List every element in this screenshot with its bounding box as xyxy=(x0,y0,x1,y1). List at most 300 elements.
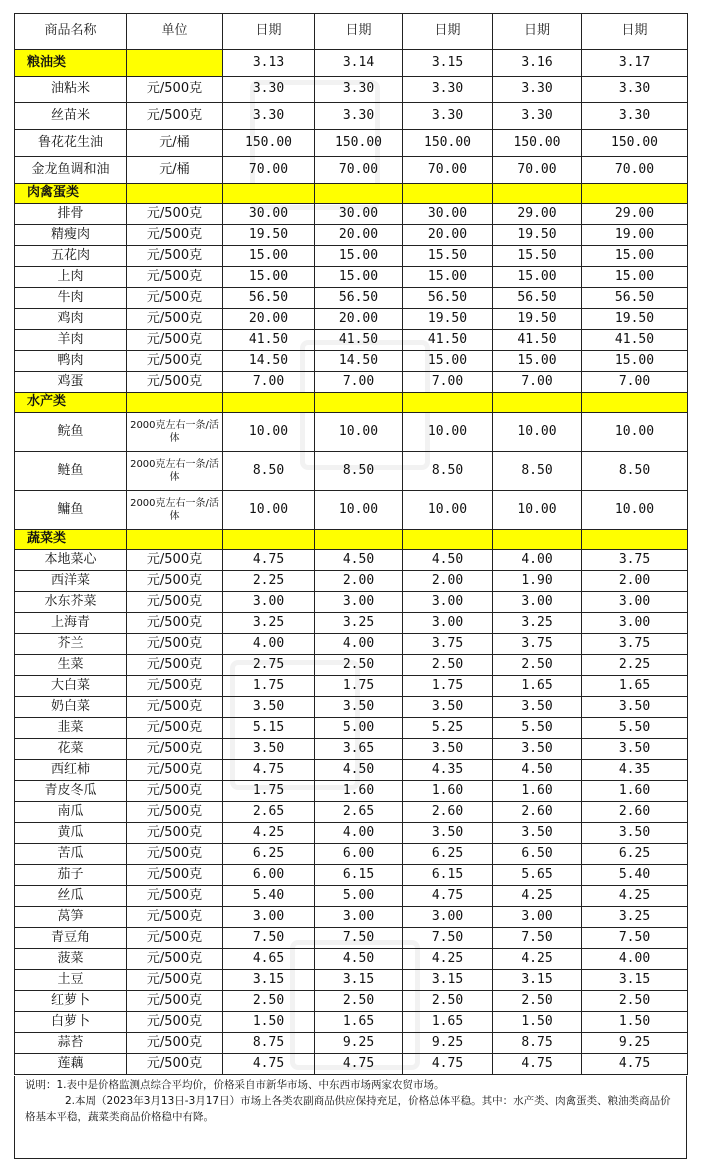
item-name: 芥兰 xyxy=(15,634,127,655)
item-row xyxy=(15,655,688,676)
price-cell: 20.00 xyxy=(223,309,315,330)
price-cell: 10.00 xyxy=(223,491,315,530)
price-cell: 3.30 xyxy=(403,103,493,130)
price-cell: 15.00 xyxy=(315,267,403,288)
item-name: 红萝卜 xyxy=(15,991,127,1012)
price-cell: 7.00 xyxy=(493,372,582,393)
category-blank-cell xyxy=(493,184,582,204)
item-row xyxy=(15,907,688,928)
item-name: 苦瓜 xyxy=(15,844,127,865)
item-unit: 元/500克 xyxy=(127,634,223,655)
price-cell: 4.00 xyxy=(493,550,582,571)
price-cell: 15.00 xyxy=(493,267,582,288)
item-name: 鸭肉 xyxy=(15,351,127,372)
category-blank-cell xyxy=(493,393,582,413)
item-row xyxy=(15,928,688,949)
price-cell: 3.75 xyxy=(582,550,688,571)
price-cell: 4.00 xyxy=(315,634,403,655)
price-cell: 1.75 xyxy=(223,676,315,697)
price-cell: 2.50 xyxy=(315,655,403,676)
price-cell: 2.50 xyxy=(403,991,493,1012)
price-cell: 2.65 xyxy=(315,802,403,823)
price-cell: 150.00 xyxy=(493,130,582,157)
item-name: 羊肉 xyxy=(15,330,127,351)
price-cell: 3.50 xyxy=(493,697,582,718)
item-name: 水东芥菜 xyxy=(15,592,127,613)
item-name: 牛肉 xyxy=(15,288,127,309)
price-cell: 4.75 xyxy=(582,1054,688,1075)
item-name: 西洋菜 xyxy=(15,571,127,592)
price-cell: 8.50 xyxy=(582,452,688,491)
price-cell: 3.15 xyxy=(315,970,403,991)
price-cell: 10.00 xyxy=(582,413,688,452)
price-cell: 70.00 xyxy=(493,157,582,184)
item-unit: 元/500克 xyxy=(127,844,223,865)
item-row xyxy=(15,571,688,592)
item-row xyxy=(15,949,688,970)
category-blank-cell xyxy=(127,50,223,77)
date-cell: 3.16 xyxy=(493,50,582,77)
item-unit: 元/500克 xyxy=(127,267,223,288)
item-name: 西红柿 xyxy=(15,760,127,781)
price-cell: 3.15 xyxy=(403,970,493,991)
price-cell: 1.60 xyxy=(493,781,582,802)
price-cell: 6.00 xyxy=(315,844,403,865)
price-cell: 4.25 xyxy=(493,886,582,907)
item-name: 上肉 xyxy=(15,267,127,288)
price-cell: 4.35 xyxy=(582,760,688,781)
price-cell: 3.00 xyxy=(223,592,315,613)
price-cell: 3.00 xyxy=(315,907,403,928)
price-cell: 56.50 xyxy=(315,288,403,309)
price-cell: 3.30 xyxy=(582,77,688,103)
item-unit: 元/500克 xyxy=(127,288,223,309)
price-cell: 6.25 xyxy=(582,844,688,865)
price-sheet xyxy=(14,13,687,1075)
item-unit: 元/500克 xyxy=(127,1033,223,1054)
category-blank-cell xyxy=(582,393,688,413)
price-cell: 10.00 xyxy=(315,491,403,530)
price-cell: 14.50 xyxy=(223,351,315,372)
price-cell: 150.00 xyxy=(403,130,493,157)
item-unit: 元/500克 xyxy=(127,77,223,103)
price-cell: 4.50 xyxy=(403,550,493,571)
item-row xyxy=(15,413,688,452)
price-cell: 15.00 xyxy=(403,351,493,372)
item-unit: 元/500克 xyxy=(127,802,223,823)
item-row xyxy=(15,351,688,372)
date-cell: 3.13 xyxy=(223,50,315,77)
price-cell: 3.00 xyxy=(223,907,315,928)
price-cell: 15.00 xyxy=(582,246,688,267)
price-cell: 2.00 xyxy=(582,571,688,592)
item-name: 丝瓜 xyxy=(15,886,127,907)
item-name: 油粘米 xyxy=(15,77,127,103)
item-unit: 元/500克 xyxy=(127,204,223,225)
note-line-1: 说明：1.表中是价格监测点综合平均价，价格采自市新华市场、中东西市场两家农贸市场。 xyxy=(25,1079,445,1091)
price-cell: 4.25 xyxy=(493,949,582,970)
category-blank-cell xyxy=(403,184,493,204)
item-unit: 元/500克 xyxy=(127,592,223,613)
price-cell: 1.65 xyxy=(582,676,688,697)
item-row xyxy=(15,781,688,802)
item-unit: 元/桶 xyxy=(127,157,223,184)
price-cell: 15.50 xyxy=(493,246,582,267)
item-unit: 元/500克 xyxy=(127,886,223,907)
item-unit: 元/500克 xyxy=(127,550,223,571)
price-cell: 5.50 xyxy=(493,718,582,739)
price-cell: 5.40 xyxy=(582,865,688,886)
category-blank-cell xyxy=(315,393,403,413)
price-cell: 5.65 xyxy=(493,865,582,886)
price-cell: 15.00 xyxy=(223,267,315,288)
price-cell: 2.50 xyxy=(403,655,493,676)
item-row xyxy=(15,613,688,634)
price-cell: 1.50 xyxy=(493,1012,582,1033)
price-cell: 4.00 xyxy=(315,823,403,844)
price-cell: 3.00 xyxy=(582,613,688,634)
item-unit: 元/500克 xyxy=(127,781,223,802)
price-cell: 14.50 xyxy=(315,351,403,372)
price-cell: 7.50 xyxy=(315,928,403,949)
price-cell: 56.50 xyxy=(493,288,582,309)
category-blank-cell xyxy=(582,184,688,204)
item-name: 鳙鱼 xyxy=(15,491,127,530)
item-name: 青皮冬瓜 xyxy=(15,781,127,802)
price-cell: 1.65 xyxy=(315,1012,403,1033)
price-cell: 1.50 xyxy=(223,1012,315,1033)
date-cell: 3.15 xyxy=(403,50,493,77)
item-unit: 元/500克 xyxy=(127,372,223,393)
header-cell: 日期 xyxy=(315,14,403,50)
price-cell: 4.00 xyxy=(582,949,688,970)
item-row xyxy=(15,452,688,491)
price-cell: 3.00 xyxy=(493,907,582,928)
header-cell: 日期 xyxy=(403,14,493,50)
item-row xyxy=(15,1054,688,1075)
price-cell: 3.50 xyxy=(403,739,493,760)
item-name: 五花肉 xyxy=(15,246,127,267)
item-row xyxy=(15,844,688,865)
category-blank-cell xyxy=(223,393,315,413)
price-cell: 1.50 xyxy=(582,1012,688,1033)
item-name: 花菜 xyxy=(15,739,127,760)
item-row xyxy=(15,970,688,991)
price-cell: 56.50 xyxy=(403,288,493,309)
item-row xyxy=(15,676,688,697)
item-row xyxy=(15,267,688,288)
date-cell: 3.14 xyxy=(315,50,403,77)
header-cell: 单位 xyxy=(127,14,223,50)
notes xyxy=(14,1076,687,1159)
item-row xyxy=(15,103,688,130)
price-cell: 7.00 xyxy=(315,372,403,393)
item-name: 鸡肉 xyxy=(15,309,127,330)
price-cell: 10.00 xyxy=(582,491,688,530)
price-cell: 8.50 xyxy=(315,452,403,491)
price-cell: 1.60 xyxy=(315,781,403,802)
price-table xyxy=(14,13,688,1075)
price-cell: 2.60 xyxy=(403,802,493,823)
item-unit: 元/500克 xyxy=(127,351,223,372)
price-cell: 3.30 xyxy=(223,77,315,103)
item-row xyxy=(15,1012,688,1033)
item-name: 鲢鱼 xyxy=(15,452,127,491)
price-cell: 10.00 xyxy=(315,413,403,452)
price-cell: 9.25 xyxy=(403,1033,493,1054)
price-cell: 4.65 xyxy=(223,949,315,970)
price-cell: 3.30 xyxy=(223,103,315,130)
item-name: 鲁花花生油 xyxy=(15,130,127,157)
item-name: 鸡蛋 xyxy=(15,372,127,393)
item-name: 青豆角 xyxy=(15,928,127,949)
item-row xyxy=(15,739,688,760)
item-unit: 元/500克 xyxy=(127,571,223,592)
price-cell: 3.15 xyxy=(493,970,582,991)
item-unit: 2000克左右一条/活体 xyxy=(127,413,223,452)
item-row xyxy=(15,204,688,225)
price-cell: 41.50 xyxy=(582,330,688,351)
price-cell: 3.25 xyxy=(582,907,688,928)
price-cell: 3.30 xyxy=(315,103,403,130)
price-cell: 19.50 xyxy=(223,225,315,246)
item-name: 奶白菜 xyxy=(15,697,127,718)
price-cell: 3.25 xyxy=(223,613,315,634)
price-cell: 2.00 xyxy=(315,571,403,592)
price-cell: 56.50 xyxy=(582,288,688,309)
item-unit: 元/500克 xyxy=(127,676,223,697)
item-unit: 元/500克 xyxy=(127,655,223,676)
price-cell: 10.00 xyxy=(403,413,493,452)
price-cell: 10.00 xyxy=(493,413,582,452)
price-cell: 3.00 xyxy=(582,592,688,613)
category-blank-cell xyxy=(403,393,493,413)
item-unit: 元/500克 xyxy=(127,865,223,886)
item-unit: 元/桶 xyxy=(127,130,223,157)
price-cell: 4.50 xyxy=(315,949,403,970)
price-cell: 4.50 xyxy=(315,760,403,781)
item-unit: 元/500克 xyxy=(127,330,223,351)
price-cell: 1.65 xyxy=(493,676,582,697)
price-cell: 2.50 xyxy=(493,991,582,1012)
price-cell: 3.50 xyxy=(493,739,582,760)
price-cell: 1.60 xyxy=(582,781,688,802)
category-blank-cell xyxy=(582,530,688,550)
price-cell: 2.60 xyxy=(493,802,582,823)
price-cell: 4.50 xyxy=(315,550,403,571)
price-cell: 150.00 xyxy=(315,130,403,157)
category-blank-cell xyxy=(127,530,223,550)
item-name: 生菜 xyxy=(15,655,127,676)
header-cell: 商品名称 xyxy=(15,14,127,50)
price-cell: 2.60 xyxy=(582,802,688,823)
price-cell: 3.50 xyxy=(223,697,315,718)
price-cell: 8.50 xyxy=(403,452,493,491)
item-row xyxy=(15,157,688,184)
price-cell: 150.00 xyxy=(223,130,315,157)
price-cell: 10.00 xyxy=(223,413,315,452)
item-unit: 元/500克 xyxy=(127,760,223,781)
category-row xyxy=(15,50,688,77)
item-row xyxy=(15,718,688,739)
item-row xyxy=(15,288,688,309)
item-row xyxy=(15,1033,688,1054)
price-cell: 3.50 xyxy=(315,697,403,718)
price-cell: 41.50 xyxy=(403,330,493,351)
price-cell: 4.75 xyxy=(223,1054,315,1075)
item-unit: 元/500克 xyxy=(127,225,223,246)
price-cell: 10.00 xyxy=(493,491,582,530)
item-name: 丝苗米 xyxy=(15,103,127,130)
price-cell: 8.50 xyxy=(493,452,582,491)
price-cell: 41.50 xyxy=(315,330,403,351)
item-name: 大白菜 xyxy=(15,676,127,697)
item-name: 黄瓜 xyxy=(15,823,127,844)
price-cell: 5.00 xyxy=(315,718,403,739)
price-cell: 6.25 xyxy=(403,844,493,865)
price-cell: 7.00 xyxy=(403,372,493,393)
price-cell: 3.30 xyxy=(315,77,403,103)
category-name: 肉禽蛋类 xyxy=(15,184,127,204)
item-unit: 元/500克 xyxy=(127,1054,223,1075)
price-cell: 6.50 xyxy=(493,844,582,865)
price-cell: 1.75 xyxy=(315,676,403,697)
price-cell: 2.00 xyxy=(403,571,493,592)
price-cell: 20.00 xyxy=(315,225,403,246)
item-row xyxy=(15,802,688,823)
category-blank-cell xyxy=(403,530,493,550)
price-cell: 3.30 xyxy=(403,77,493,103)
item-name: 排骨 xyxy=(15,204,127,225)
price-cell: 1.75 xyxy=(403,676,493,697)
price-cell: 70.00 xyxy=(403,157,493,184)
price-cell: 3.15 xyxy=(223,970,315,991)
category-row xyxy=(15,530,688,550)
price-cell: 4.25 xyxy=(403,949,493,970)
price-cell: 20.00 xyxy=(403,225,493,246)
item-row xyxy=(15,246,688,267)
price-cell: 4.75 xyxy=(493,1054,582,1075)
item-unit: 元/500克 xyxy=(127,1012,223,1033)
price-cell: 3.30 xyxy=(493,103,582,130)
item-name: 土豆 xyxy=(15,970,127,991)
price-cell: 3.50 xyxy=(493,823,582,844)
price-cell: 4.50 xyxy=(493,760,582,781)
item-row xyxy=(15,592,688,613)
header-cell: 日期 xyxy=(582,14,688,50)
price-cell: 4.75 xyxy=(403,886,493,907)
item-row xyxy=(15,991,688,1012)
price-cell: 1.60 xyxy=(403,781,493,802)
item-name: 茄子 xyxy=(15,865,127,886)
price-cell: 2.50 xyxy=(493,655,582,676)
header-cell: 日期 xyxy=(493,14,582,50)
item-name: 金龙鱼调和油 xyxy=(15,157,127,184)
price-cell: 3.00 xyxy=(403,613,493,634)
category-row xyxy=(15,184,688,204)
item-name: 莲藕 xyxy=(15,1054,127,1075)
category-blank-cell xyxy=(315,184,403,204)
item-name: 莴笋 xyxy=(15,907,127,928)
price-cell: 8.75 xyxy=(493,1033,582,1054)
price-cell: 19.50 xyxy=(582,309,688,330)
item-unit: 元/500克 xyxy=(127,246,223,267)
price-cell: 3.15 xyxy=(582,970,688,991)
item-name: 菠菜 xyxy=(15,949,127,970)
price-cell: 4.25 xyxy=(223,823,315,844)
category-blank-cell xyxy=(315,530,403,550)
price-cell: 3.25 xyxy=(315,613,403,634)
price-cell: 15.00 xyxy=(582,267,688,288)
item-name: 白萝卜 xyxy=(15,1012,127,1033)
price-cell: 3.75 xyxy=(493,634,582,655)
item-name: 南瓜 xyxy=(15,802,127,823)
item-name: 本地菜心 xyxy=(15,550,127,571)
price-cell: 4.75 xyxy=(223,550,315,571)
price-cell: 3.00 xyxy=(403,907,493,928)
price-cell: 4.75 xyxy=(403,1054,493,1075)
category-blank-cell xyxy=(127,184,223,204)
item-unit: 元/500克 xyxy=(127,697,223,718)
price-cell: 19.00 xyxy=(582,225,688,246)
date-cell: 3.17 xyxy=(582,50,688,77)
price-cell: 6.00 xyxy=(223,865,315,886)
item-name: 上海青 xyxy=(15,613,127,634)
price-cell: 9.25 xyxy=(582,1033,688,1054)
item-unit: 元/500克 xyxy=(127,949,223,970)
price-cell: 5.00 xyxy=(315,886,403,907)
price-cell: 30.00 xyxy=(315,204,403,225)
price-cell: 3.50 xyxy=(403,697,493,718)
price-cell: 1.75 xyxy=(223,781,315,802)
item-unit: 元/500克 xyxy=(127,309,223,330)
item-row xyxy=(15,491,688,530)
price-cell: 19.50 xyxy=(493,225,582,246)
price-cell: 1.65 xyxy=(403,1012,493,1033)
price-cell: 2.50 xyxy=(315,991,403,1012)
price-cell: 3.25 xyxy=(493,613,582,634)
item-name: 韭菜 xyxy=(15,718,127,739)
price-cell: 7.50 xyxy=(403,928,493,949)
item-row xyxy=(15,760,688,781)
price-cell: 15.00 xyxy=(582,351,688,372)
price-cell: 15.50 xyxy=(403,246,493,267)
note-line-2: 2.本周（2023年3月13日-3月17日）市场上各类农副商品供应保持充足，价格总体平稳。其中：水产类、肉禽蛋类、粮油类商品价格基本平稳，蔬菜类商品价格稳中有降。 xyxy=(25,1095,671,1123)
price-cell: 4.35 xyxy=(403,760,493,781)
price-cell: 15.00 xyxy=(223,246,315,267)
price-cell: 19.50 xyxy=(493,309,582,330)
price-cell: 3.50 xyxy=(223,739,315,760)
category-blank-cell xyxy=(223,530,315,550)
item-name: 精瘦肉 xyxy=(15,225,127,246)
price-cell: 3.30 xyxy=(493,77,582,103)
item-row xyxy=(15,823,688,844)
price-cell: 70.00 xyxy=(315,157,403,184)
item-row xyxy=(15,225,688,246)
item-unit: 2000克左右一条/活体 xyxy=(127,491,223,530)
price-cell: 20.00 xyxy=(315,309,403,330)
price-table-body xyxy=(15,14,688,1075)
category-name: 蔬菜类 xyxy=(15,530,127,550)
price-cell: 4.75 xyxy=(223,760,315,781)
price-cell: 19.50 xyxy=(403,309,493,330)
price-cell: 4.00 xyxy=(223,634,315,655)
price-cell: 56.50 xyxy=(223,288,315,309)
item-unit: 元/500克 xyxy=(127,907,223,928)
item-unit: 元/500克 xyxy=(127,718,223,739)
price-cell: 10.00 xyxy=(403,491,493,530)
item-row xyxy=(15,865,688,886)
